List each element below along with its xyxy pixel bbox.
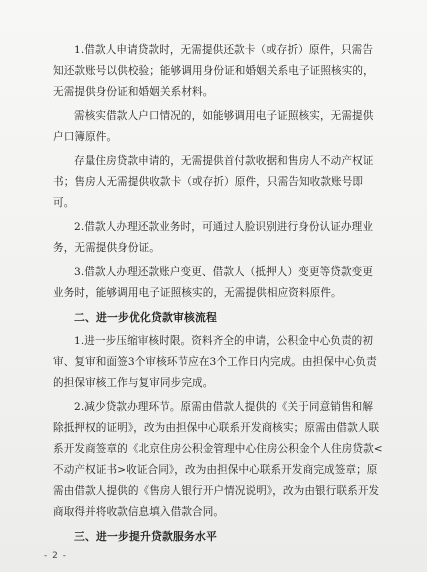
paragraph-review-time-limit: 1.进一步压缩审核时限。资料齐全的申请，公积金中心负责的初审、复审和面签3个审核环节应在3个工作日内完成。由担保中心负责的担保审核工作与复审同步完成。 [53, 335, 377, 389]
paragraph-reduce-steps: 2.减少贷款办理环节。原需由借款人提供的《关于同意销售和解除抵押权的证明》，改为由担保中心联系开发商核实；原需由借款人联系开发商签章的《北京住房公积金管理中心住房公积金个人住房贷款<不动产权证书>收证合同》，改为由担保中心联系开发商完成签章；原需由借款人提供的《售房人银行开户情况说明》，改为由银行联系开发商取得并将收款信息填入借款合同。 [53, 401, 383, 518]
section-heading-3: 三、进一步提升贷款服务水平 [74, 530, 217, 543]
paragraph-requirement-3: 3.借款人办理还款账户变更、借款人（抵押人）变更等贷款变更业务时，能够调用电子证照核实的，无需提供相应资料原件。 [53, 266, 374, 299]
paragraph-requirement-1: 1.借款人申请贷款时，无需提供还款卡（或存折）原件，只需告知还款账号以供校验；能够调用身份证和婚姻关系电子证照核实的，无需提供身份证和婚姻关系材料。 [53, 44, 374, 98]
document-body [53, 40, 383, 550]
page-number: - 2 - [44, 551, 67, 561]
paragraph-requirement-2: 2.借款人办理还款业务时，可通过人脸识别进行身份认证办理业务，无需提供身份证。 [53, 221, 374, 254]
section-heading-2: 二、进一步优化贷款审核流程 [74, 311, 217, 324]
paragraph-household-register: 需核实借款人户口情况的，如能够调用电子证照核实，无需提供户口簿原件。 [53, 110, 374, 143]
paragraph-existing-housing-loan: 存量住房贷款申请的，无需提供首付款收据和售房人不动产权证书；售房人无需提供收款卡（或存折）原件，只需告知收款账号即可。 [53, 155, 374, 209]
